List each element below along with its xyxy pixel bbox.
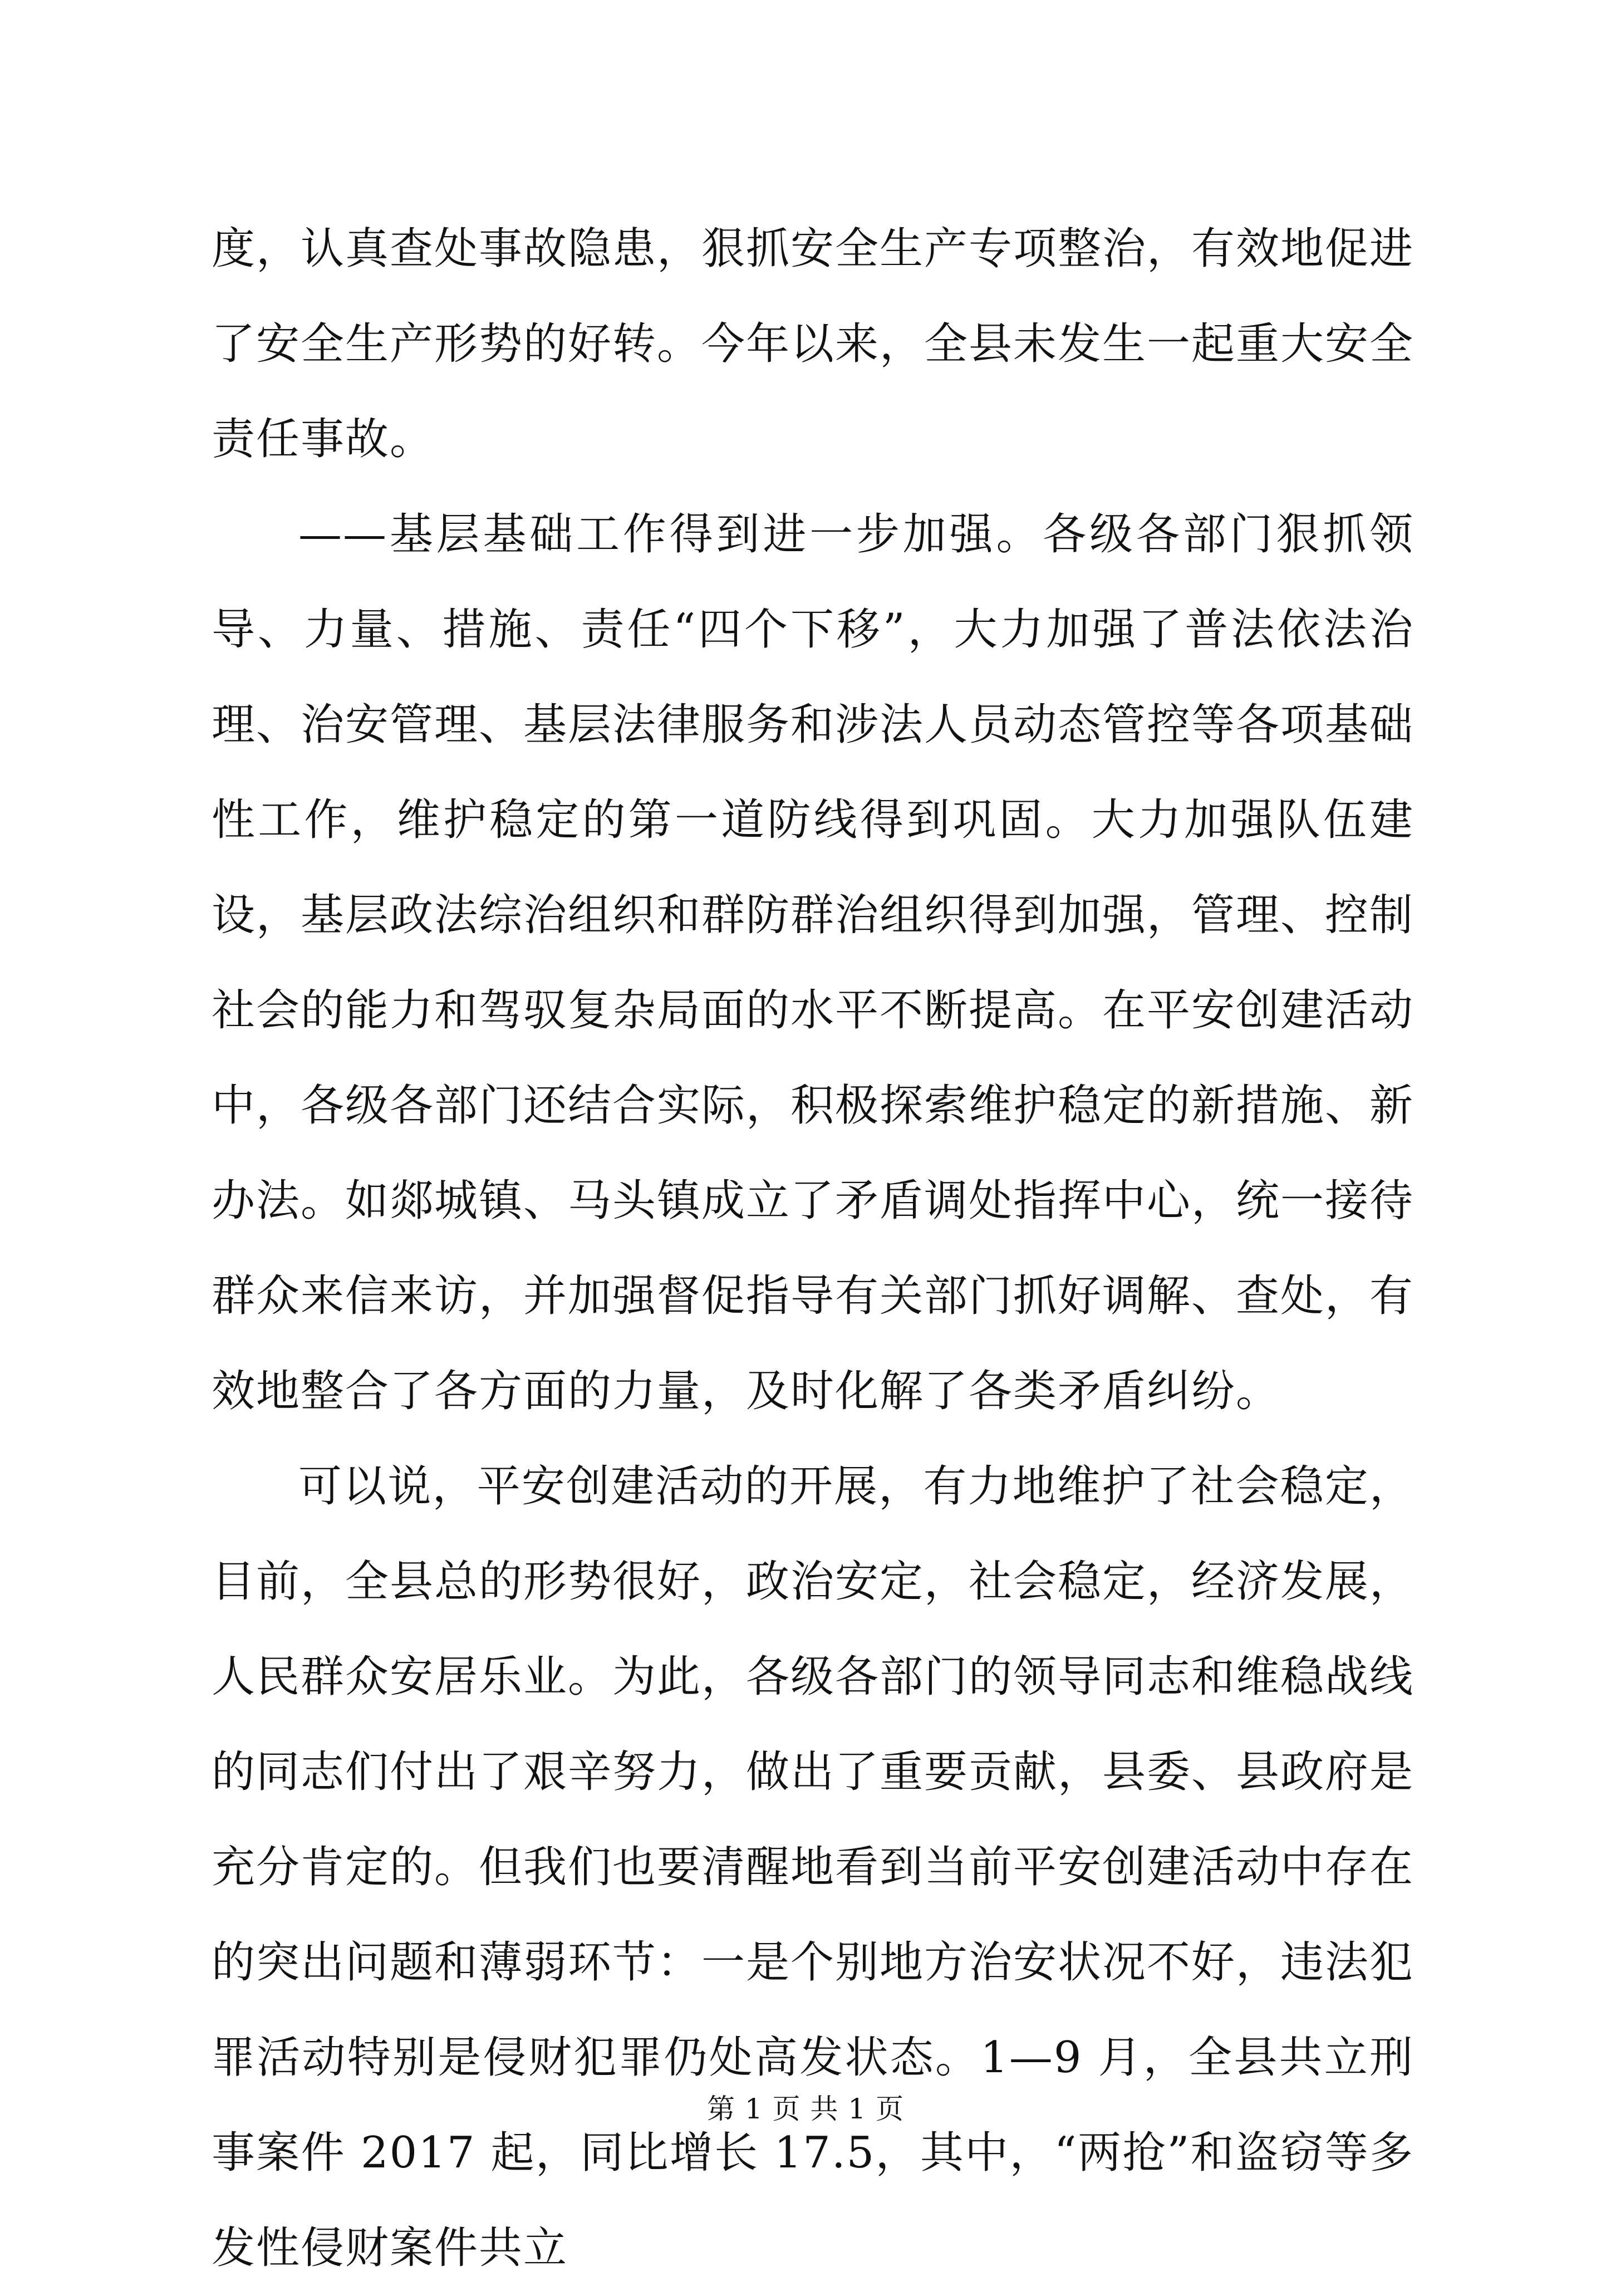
paragraph-2: ——基层基础工作得到进一步加强。各级各部门狠抓领导、力量、措施、责任“四个下移”，大力加强了普法依法治理、治安管理、基层法律服务和涉法人员动态管控等各项基础性工作，维护稳定的第一道防线得到巩固。大力加强队伍建设，基层政法综治组织和群防群治组织得到加强，管理、控制社会的能力和驾驭复杂局面的水平不断提高。在平安创建活动中，各级各部门还结合实际，积极探索维护稳定的新措施、新办法。如郯城镇、马头镇成立了矛盾调处指挥中心，统一接待群众来信来访，并加强督促指导有关部门抓好调解、查处，有效地整合了各方面的力量，及时化解了各类矛盾纠纷。 — [212, 509, 1414, 1416]
paragraph-1: 度，认真查处事故隐患，狠抓安全生产专项整治，有效地促进了安全生产形势的好转。今年以来，全县未发生一起重大安全责任事故。 — [212, 224, 1414, 464]
document-body — [212, 202, 1414, 2296]
page-footer: 第 1 页 共 1 页 — [706, 2093, 905, 2125]
paragraph-3: 可以说，平安创建活动的开展，有力地维护了社会稳定，目前，全县总的形势很好，政治安定，社会稳定，经济发展，人民群众安居乐业。为此，各级各部门的领导同志和维稳战线的同志们付出了艰辛努力，做出了重要贡献，县委、县政府是充分肯定的。但我们也要清醒地看到当前平安创建活动中存在的突出问题和薄弱环节：一是个别地方治安状况不好，违法犯罪活动特别是侵财犯罪仍处高发状态。1—9 月，全县共立刑事案件 2017 起，同比增长 17.5，其中，“两抢”和盗窃等多发性侵财案件共立 — [212, 1461, 1414, 2273]
